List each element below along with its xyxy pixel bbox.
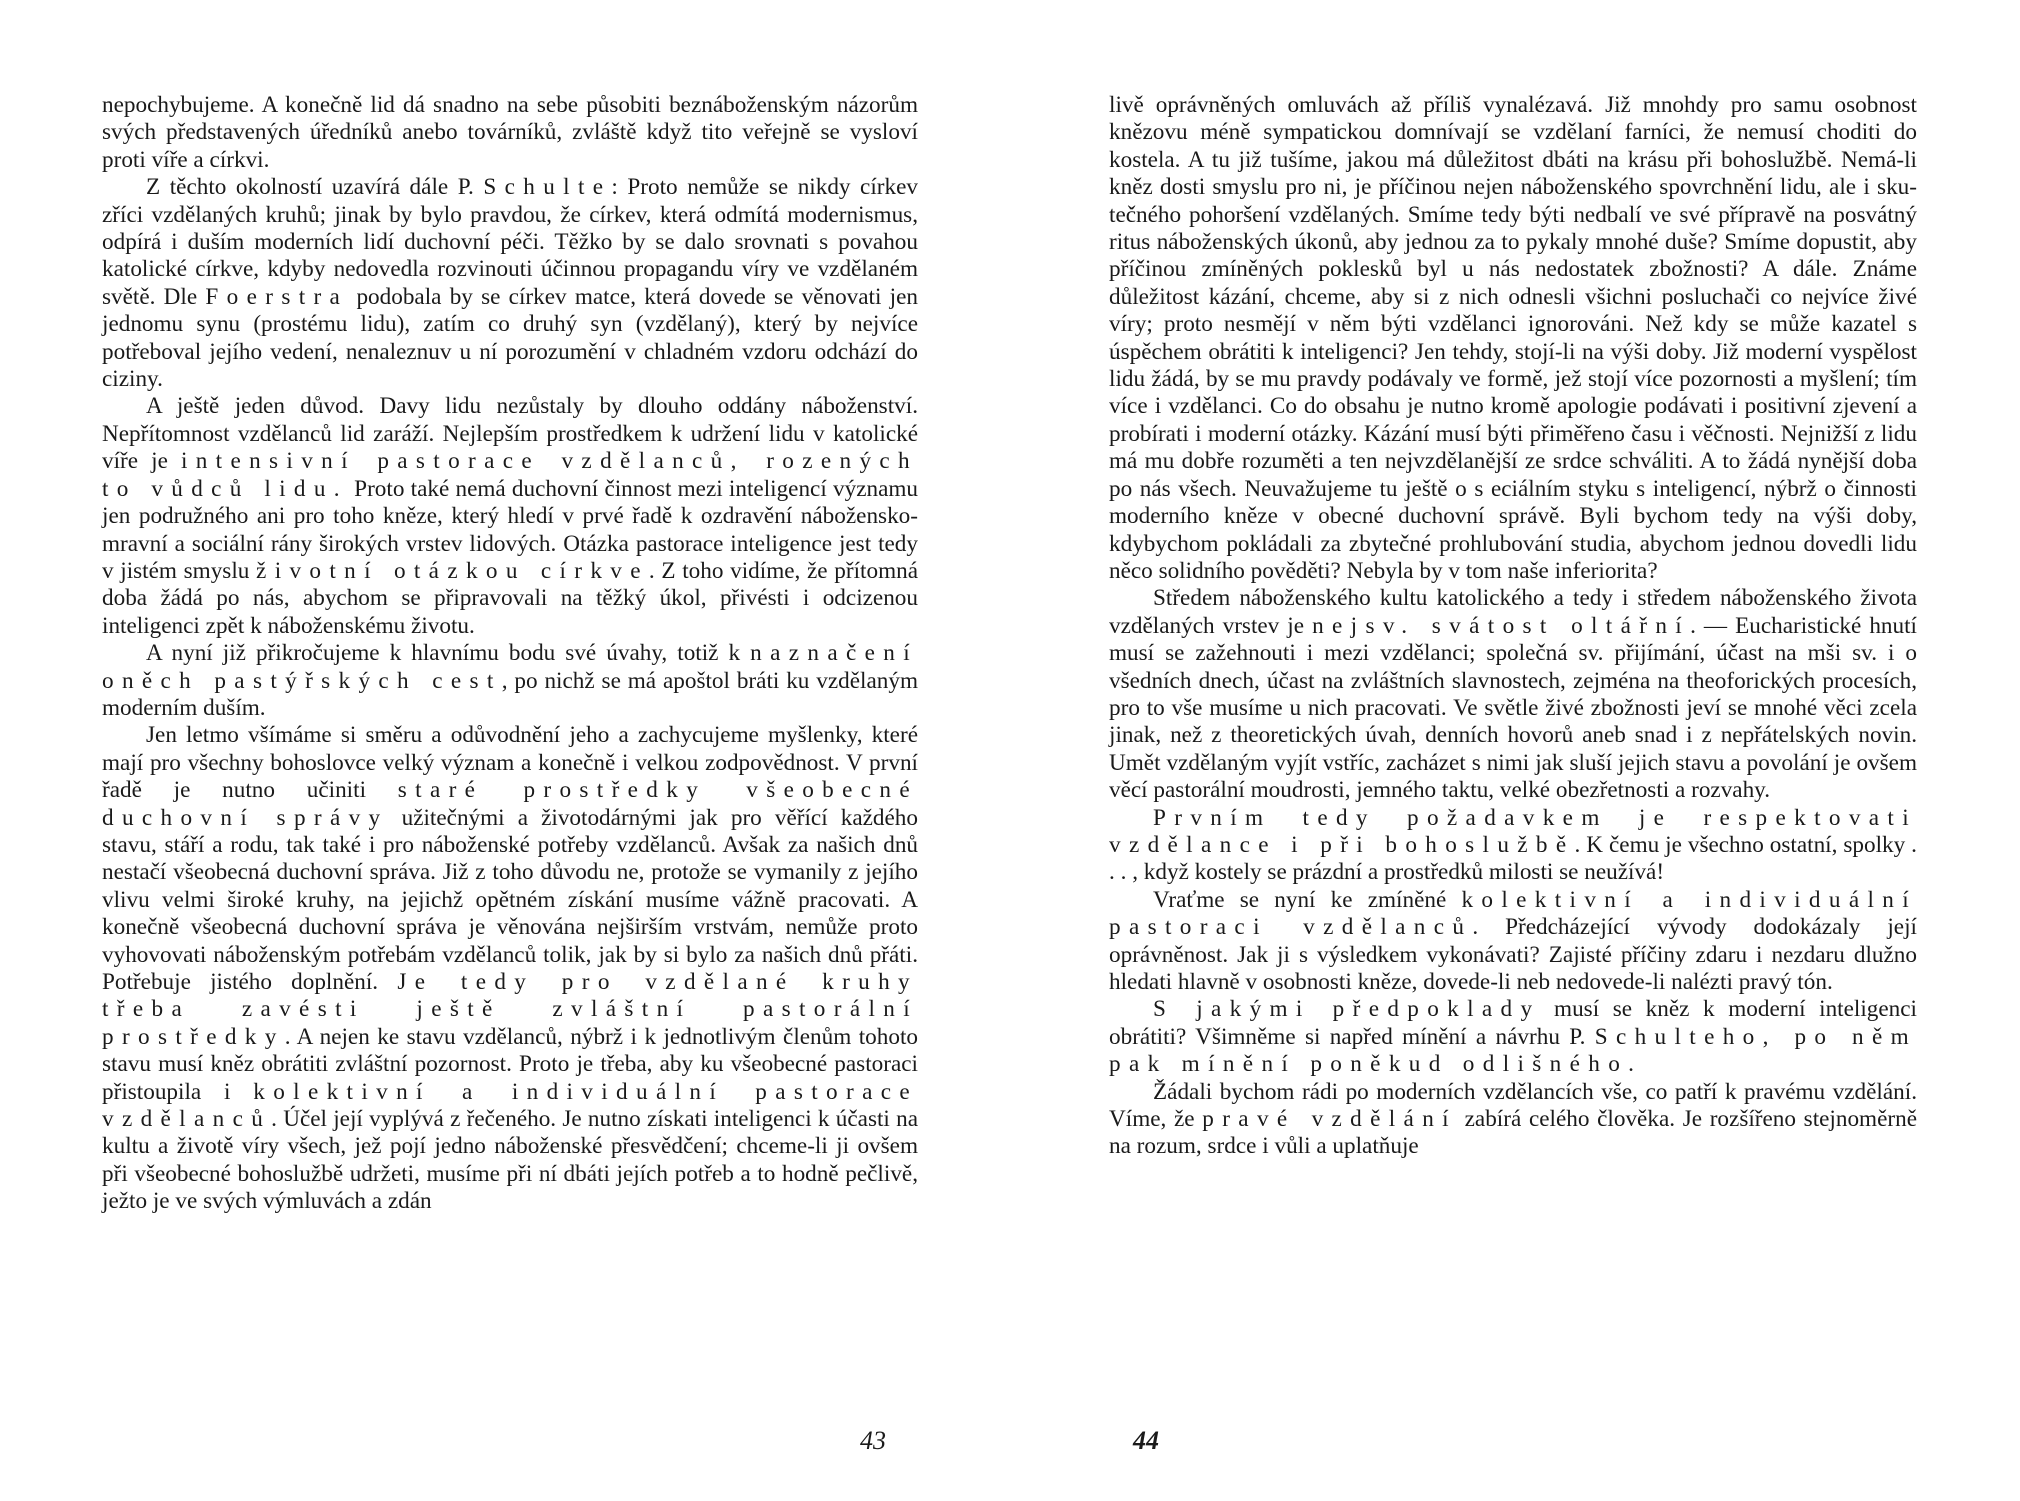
text-run: Středem náboženského kultu katolického a tedy i středem náboženského života vzdělaných vrstev je: [1109, 585, 1917, 639]
spaced-emphasis-text: kolektivní a individuální pastorace vzdělanců: [102, 1078, 919, 1133]
spaced-emphasis-text: Foerstra: [205, 283, 349, 310]
paragraph: [1109, 92, 1917, 585]
right-page-text: [1109, 92, 1917, 1161]
text-run: .: [1628, 1051, 1634, 1078]
text-run: musí se kněz k moderní inteligenci obrátiti? Všimněme si napřed mínění a návrhu P.: [1109, 996, 1917, 1050]
paragraph: [102, 640, 918, 722]
paragraph: [1109, 805, 1917, 887]
spaced-emphasis-text: pravé vzdělání: [1202, 1106, 1457, 1133]
text-run: livě oprávněných omluvách až příliš vynalézavá. Již mnohdy pro samu osobnost knězovu méně sympatickou domnívají se vzdělaní farníci, že nemusí choditi do kostela. A tu již tušíme, jakou má důležitost dbáti na krásu při bohoslužbě. Nemá-li kněz dosti smyslu pro ni, je příčinou nejen náboženského spovrchnění lidu, ale i skutečného pohoršení vzdělaných. Smíme tedy býti nedbalí ve své přípravě na posvátný ritus náboženských úkonů, aby jednou za to pykaly mnohé duše? Smíme dopustit, aby příčinou zmíněných poklesků byl u nás nedostatek zbožnosti? A dále. Známe důležitost kázání, chceme, aby si z nich odnesli všichni posluchači co nejvíce živé víry; proto nesmějí v něm býti vzdělanci ignorováni. Než kdy se může kazatel s úspěchem obrátiti k inteligenci? Jen tehdy, stojí-li na výši doby. Již moderní vyspělost lidu žádá, by se mu pravdy podávaly ve formě, jež stojí více pozornosti a myšlení; tím více i vzdělanci. Co do obsahu je nutno kromě apologie podávati i positivní zjevení a probírati i moderní otázky. Kázání musí býti přiměřeno času i věčnosti. Nejnižší z lidu má mu dobře rozuměti a ten nejvzdělanější ze srdce schváliti. A to žádá nynější doba po nás všech. Neuvažujeme tu ještě o s eciálním styku s inteligencí, nýbrž o činnosti moderního kněze v obecné duchovní správě. Byli bychom tedy na výši doby, kdybychom pokládali za zbytečné prohlubování studia, abychom jednou dovedli lidu něco solidního pověděti? Nebyla by v tom naše inferiorita?: [1109, 92, 1917, 584]
page-number-right: 44: [1133, 1426, 1159, 1455]
spaced-emphasis-text: intensivní pastorace vzdělanců, rozených to vůdců lidu.: [102, 448, 918, 502]
spaced-emphasis-text: S jakými předpoklady: [1153, 996, 1541, 1023]
spaced-emphasis-text: Prvním tedy požadavkem je respektovati vzdělance i při bohoslužbě: [1109, 804, 1917, 858]
spaced-emphasis-text: staré prostředky všeobecné duchovní správy: [102, 777, 918, 831]
text-run: zabírá celého člověka. Je rozšířeno stejnoměrně na rozum, srdce i vůli a uplatňuje: [1109, 1106, 1917, 1160]
left-page: [102, 92, 918, 1216]
spaced-emphasis-text: životní otázkou církve: [256, 557, 649, 584]
spaced-emphasis-text: Schulteho, po něm pak mínění poněkud odlišného: [1109, 1023, 1917, 1078]
text-run: . K čemu je všechno ostatní, spolky . . . , když kostely se prázdní a prostředků milosti se neužívá!: [1109, 831, 1917, 886]
text-run: . Předcházející vývody dodokázaly její oprávněnost. Jak ji s výsledkem vykonávati? Zajisté příčiny zdaru i nezdaru dlužno hledati hlavně v osobnosti kněze, dovede-li neb nedovede-li nalézti pravý tón.: [1109, 914, 1917, 995]
spaced-emphasis-text: nejsv. svátost oltářní: [1312, 612, 1691, 639]
page-number-left: 43: [860, 1426, 886, 1455]
paragraph: [1109, 996, 1917, 1078]
paragraph: [1109, 887, 1917, 997]
text-run: A ještě jeden důvod. Davy lidu nezůstaly by dlouho oddány náboženství. Nepřítomnost vzdělanců lid zaráží. Nejlepším prostředkem k udržení lidu v katolické víře je: [102, 393, 918, 475]
spaced-emphasis-text: Schulte: [483, 174, 612, 201]
left-page-text: [102, 92, 918, 1216]
text-run: Vraťme se nyní ke zmíněné: [1153, 886, 1462, 913]
text-run: A nyní již přikročujeme k hlavnímu bodu své úvahy, totiž k: [146, 640, 751, 667]
text-run: nepochybujeme. A konečně lid dá snadno na sebe působiti beznáboženským názorům svých představených úředníků anebo továrníků, zvláště když tito veřejně se vysloví proti víře a církvi.: [102, 92, 918, 173]
text-run: . Účel její vyplývá z řečeného. Je nutno získati inteligenci k účasti na kultu a životě víry všech, jež pojí jedno náboženské přesvědčení; chceme-li ji ovšem při všeobecné bohoslužbě udržeti, musíme při ní dbáti jejích potřeb a to hodně pečlivě, ježto je ve svých výmluvách a zdán: [102, 1106, 918, 1215]
text-run: Žádali bychom rádi po moderních vzdělancích vše, co patří k pravému vzdělání. Víme, že: [1109, 1078, 1917, 1133]
text-run: . Z toho vidíme, že přítomná doba žádá po nás, abychom se připravovali na těžký úkol, přivésti i odcizenou inteligenci zpět k náboženskému životu.: [102, 557, 918, 639]
paragraph: [102, 722, 918, 1215]
spaced-emphasis-text: naznačení oněch pastýřských cest: [102, 640, 918, 694]
text-run: Z těchto okolností uzavírá dále P.: [146, 174, 484, 201]
right-page: [1109, 92, 1917, 1161]
text-run: Jen letmo všímáme si směru a odůvodnění jeho a zachycujeme myšlenky, které mají pro všechny bohoslovce velký význam a konečně i velkou zodpovědnost. V první řadě je nutno učiniti: [102, 722, 918, 804]
spaced-emphasis-text: Je tedy pro vzdělané kruhy třeba zavésti ještě zvláštní pastorální prostředky: [102, 969, 918, 1050]
paragraph: [102, 393, 918, 640]
paragraph: [1109, 1079, 1917, 1161]
text-run: podobala by se církev matce, která dovede se věnovati jen jednomu synu (prostému lidu), zatím co druhý syn (vzdělaný), který by nejvíce potřeboval jejího vedení, nenaleznuv u ní porozumění v chladném vzdoru odchází do ciziny.: [102, 283, 918, 393]
paragraph: [102, 174, 918, 393]
paragraph: [1109, 585, 1917, 804]
text-run: užitečnými a životodárnými jak pro věřící každého stavu, stáří a rodu, tak také i pro náboženské potřeby vzdělanců. Avšak za našich dnů nestačí všeobecná duchovní správa. Již z toho důvodu ne, protože se vymanily z jejího vlivu velmi široké kruhy, na jejichž opětném získání musíme vážně pracovati. A konečně všeobecná duchovní správa je věnována nejširším vrstvám, nemůže proto vyhovovati náboženským potřebám vzdělanců tolik, jak by si bylo za našich dnů přáti. Potřebuje jistého doplnění.: [102, 804, 918, 995]
paragraph: [102, 92, 918, 174]
text-run: : Proto nemůže se nikdy církev zříci vzdělaných kruhů; jinak by bylo pravdou, že církev, která odmítá modernismus, odpírá i duším moderních lidí duchovní péči. Těžko by se dalo srovnati s povahou katolické církve, kdyby nedovedla rozvinouti účinnou propagandu víry ve vzdělaném světě. Dle: [102, 174, 918, 310]
text-run: Proto také nemá duchovní činnost mezi inteligencí významu jen podružného ani pro toho kněze, který hledí v prvé řadě k ozdravění náboženskomravní a sociální rány širokých vrstev lidových. Otázka pastorace inteligence jest tedy v jistém smyslu: [102, 475, 919, 584]
text-run: , po nichž se má apoštol bráti ku vzdělaným moderním duším.: [102, 667, 919, 721]
text-run: . — Eucharistické hnutí musí se zažehnouti i mezi vzdělanci; společná sv. přijímání, účast na mši sv. i o všedních dnech, účast na zvláštních slavnostech, zejména na theoforických procesích, pro to vše musíme u nich pracovati. Ve světle živé zbožnosti jeví se mnohé věci zcela jinak, než z theoretických úvah, denních hovorů aneb snad i z nepřátelských novin. Umět vzdělaným vyjít vstříc, zacházet s nimi jak sluší jejich stavu a povolání je ovšem věcí pastorální moudrosti, jemného taktu, velké obezřetnosti a rozvahy.: [1109, 612, 1917, 804]
spaced-emphasis-text: kolektivní a individuální pastoraci vzdělanců: [1109, 886, 1917, 941]
text-run: . A nejen ke stavu vzdělanců, nýbrž i k jednotlivým členům tohoto stavu musí kněz obrátiti zvláštní pozornost. Proto je třeba, aby ku všeobecné pastoraci přistoupila i: [102, 1023, 918, 1105]
